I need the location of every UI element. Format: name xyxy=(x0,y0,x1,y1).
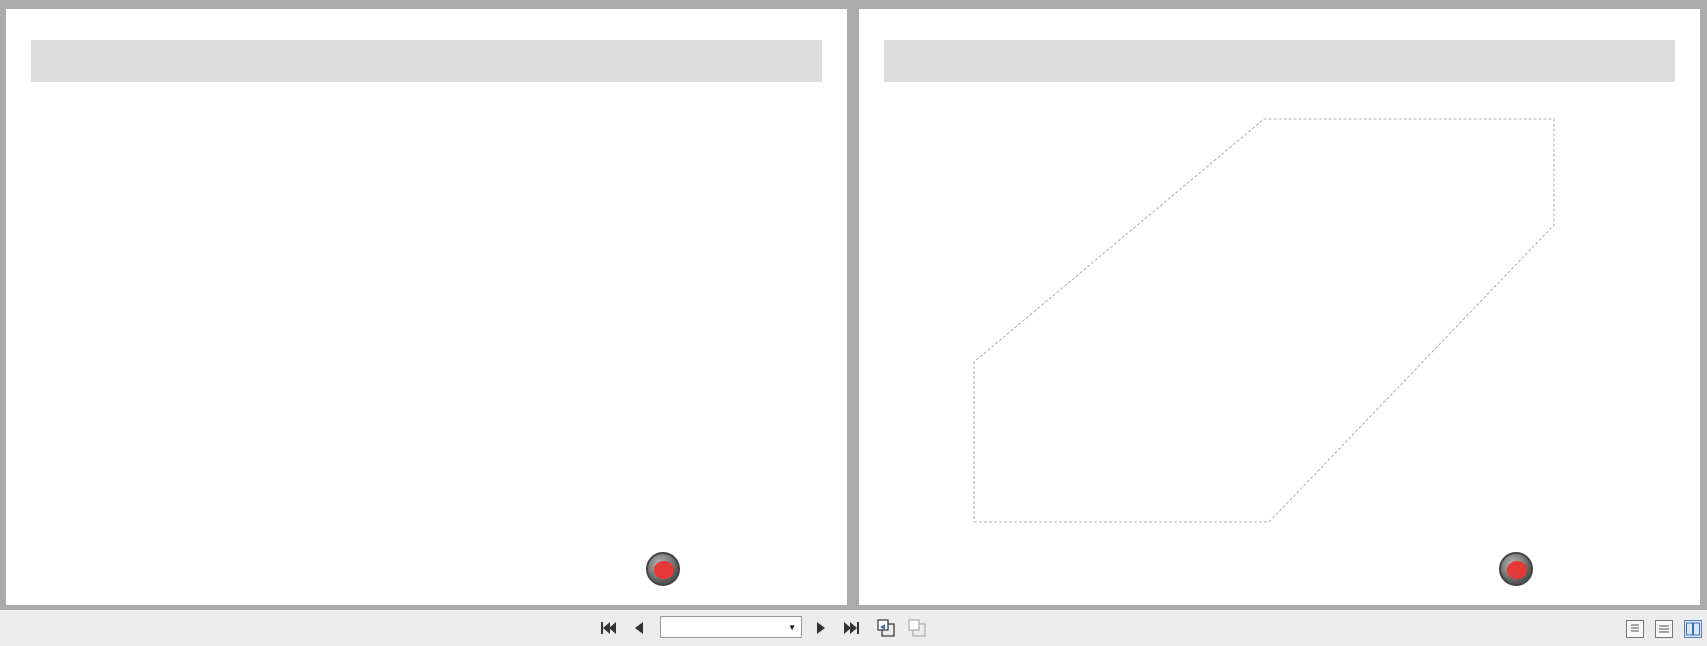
continuous-view-icon[interactable] xyxy=(1655,620,1673,638)
brand-emblem xyxy=(1499,552,1533,586)
viewer-toolbar xyxy=(0,610,1707,646)
prev-page-icon[interactable] xyxy=(629,618,649,638)
section-header xyxy=(31,40,822,82)
first-page-icon[interactable] xyxy=(598,618,618,638)
pdf-page-left xyxy=(6,9,847,605)
two-page-view-icon[interactable] xyxy=(1684,620,1702,638)
brand-logo xyxy=(1499,551,1679,587)
back-view-icon[interactable] xyxy=(876,618,896,638)
single-page-view-icon[interactable] xyxy=(1626,620,1644,638)
page-dropdown-icon[interactable]: ▼ xyxy=(788,623,796,632)
forward-view-icon[interactable] xyxy=(907,618,927,638)
brand-mark xyxy=(1507,561,1527,579)
next-page-icon[interactable] xyxy=(811,618,831,638)
brand-logo xyxy=(646,551,826,587)
diagram-frame xyxy=(974,119,1554,522)
page-number-input[interactable] xyxy=(660,616,802,638)
brand-mark xyxy=(654,561,674,579)
last-page-icon[interactable] xyxy=(842,618,862,638)
pdf-page-right xyxy=(859,9,1700,605)
exploded-view-diagram xyxy=(969,117,1569,527)
brand-emblem xyxy=(646,552,680,586)
section-header xyxy=(884,40,1675,82)
